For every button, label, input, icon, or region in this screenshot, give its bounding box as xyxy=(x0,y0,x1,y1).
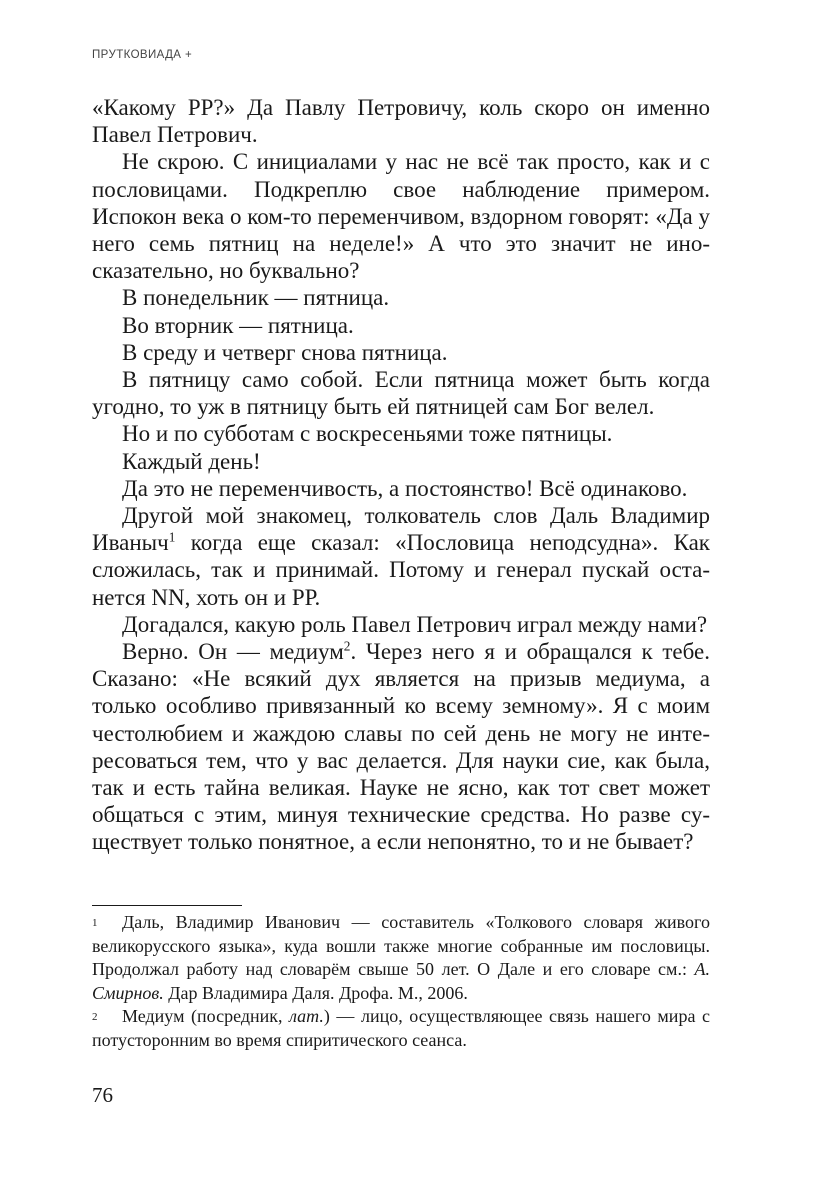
paragraph: В пятницу само собой. Если пятница может быть когда угодно, то уж в пятницу быть ей пятницей сам Бог велел. xyxy=(92,367,710,420)
paragraph: Да это не переменчивость, а постоянство! Всё одинаково. xyxy=(122,475,688,501)
footnotes xyxy=(92,911,710,1053)
footnote-text: Медиум (посредник, xyxy=(122,1006,290,1027)
footnote-number: 2 xyxy=(92,1011,98,1024)
footnote-italic: А. Смирнов. xyxy=(92,959,710,1003)
footnote-text: Дар Владимира Даля. Дрофа. М., 2006. xyxy=(163,982,468,1003)
footnote-italic: лат. xyxy=(289,1006,324,1027)
page-number: 76 xyxy=(92,1083,113,1107)
footnote-ref-1[interactable]: 1 xyxy=(168,529,176,545)
footnote-ref-2[interactable]: 2 xyxy=(343,638,351,654)
footnote-2 xyxy=(92,1005,710,1052)
footnote-text: ) — лицо, осуществляющее связь нашего мира с потусторонним во время спиритического сеанса. xyxy=(92,1006,710,1050)
paragraph: В среду и четверг снова пятница. xyxy=(122,339,448,365)
paragraph: Но и по субботам с воскресеньями тоже пятницы. xyxy=(122,421,613,447)
paragraph: Догадался, какую роль Павел Петрович играл между нами? xyxy=(122,611,708,637)
paragraph: Во вторник — пятница. xyxy=(122,312,354,338)
footnote-text: Даль, Владимир Иванович — составитель «Толкового словаря живого великорусского языка», куда вошли также многие собранные им пословицы. Продолжал работу над словарём свыше 50 лет. О Дале и его словаре см.: xyxy=(92,912,710,980)
paragraph xyxy=(92,502,710,611)
paragraph: Каждый день! xyxy=(122,448,261,474)
paragraph-text: Верно. Он — медиум xyxy=(122,639,344,665)
running-head: ПРУТКОВИАДА + xyxy=(92,49,193,61)
paragraph-text: когда еще сказал: «Пословица неподсудна». Как сложилась, так и принимай. Потому и генерал пускай останется NN, хоть он и РР. xyxy=(92,530,710,610)
main-text xyxy=(92,94,710,856)
paragraph: Не скрою. С инициалами у нас не всё так просто, как и с пословицами. Подкреплю свое наблюдение примером. Испокон века о ком-то переменчивом, вздорном говорят: «Да у него семь пятниц на неделе!» А что это значит не иносказательно, но буквально? xyxy=(92,149,710,284)
paragraph-text: . Через него я и обращался к тебе. Сказано: «Не всякий дух является на призыв медиума, а только особливо привязанный ко всему земному». Я с моим честолюбием и жаждою славы по сей день не могу не интересоваться тем, что у вас делается. Для науки сие, как была, так и есть тайна великая. Науке не ясно, как тот свет может общаться с этим, минуя технические средства. Но разве существует только понятное, а если непонятно, то и не бывает? xyxy=(92,639,711,855)
paragraph xyxy=(92,638,710,856)
footnote-number: 1 xyxy=(92,917,98,929)
footnote-1 xyxy=(92,911,710,1005)
footnote-rule xyxy=(92,905,242,906)
paragraph-text: Другой мой знакомец, толкователь слов Даль Владимир Иваныч xyxy=(92,503,710,556)
paragraph: В понедельник — пятница. xyxy=(122,285,390,311)
paragraph: «Какому РР?» Да Павлу Петровичу, коль скоро он именно Павел Петрович. xyxy=(92,95,710,148)
